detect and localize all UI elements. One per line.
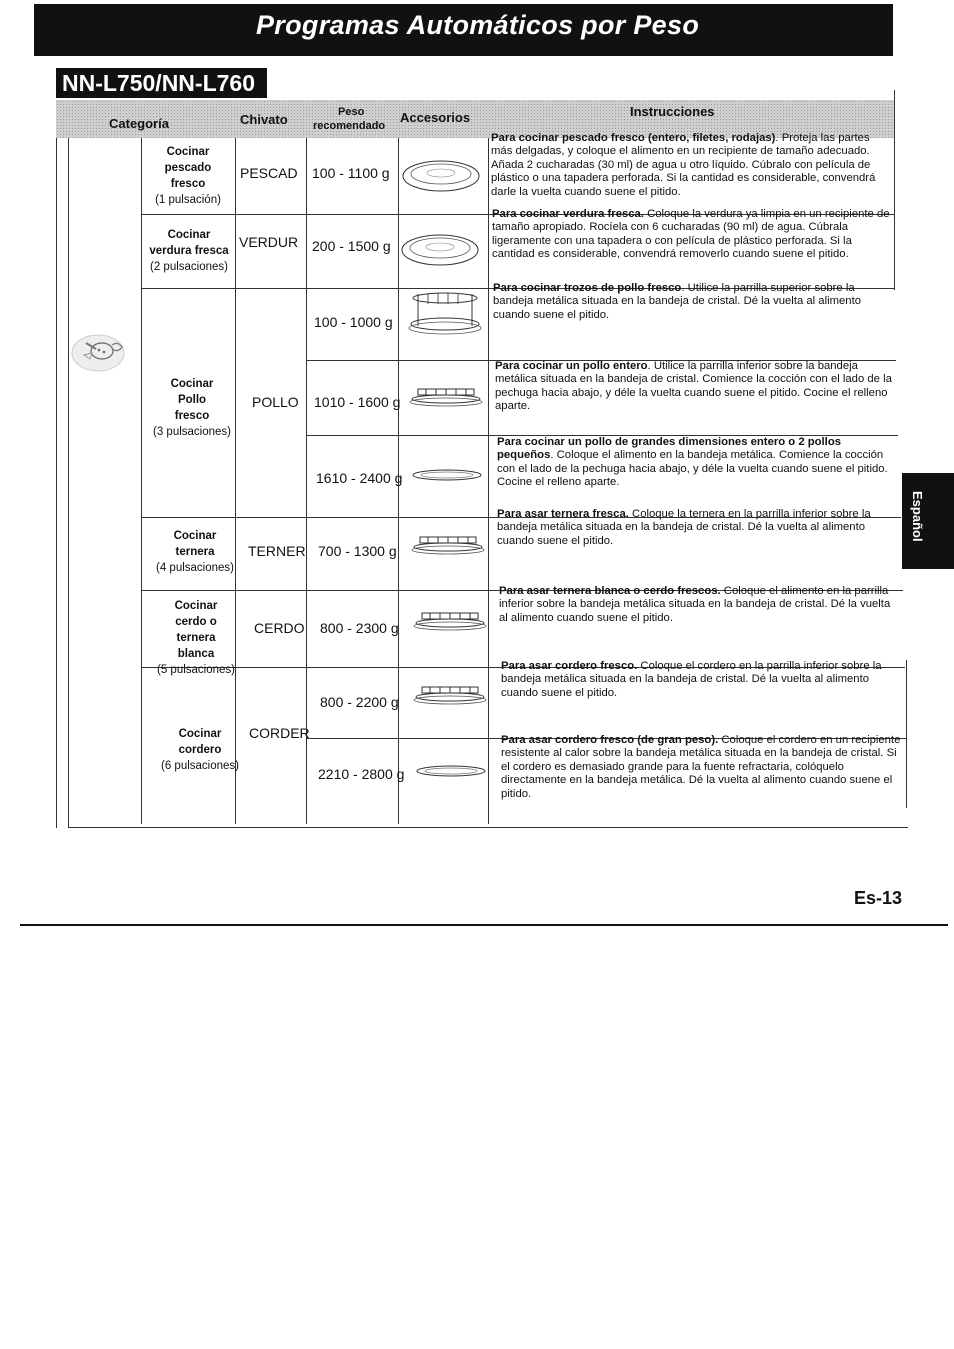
category-name: Cocinar Pollo fresco (170, 378, 214, 422)
header-peso: Peso (338, 106, 365, 118)
page-title: Programas Automáticos por Peso (256, 10, 700, 40)
chivato-cerdo: CERDO (254, 620, 305, 636)
category-name: Cocinar ternera (173, 530, 217, 558)
instruction-title: Para asar ternera fresca. (497, 508, 629, 520)
weight-row-9: 2210 - 2800 g (318, 766, 405, 782)
weight-row-2: 200 - 1500 g (312, 238, 391, 254)
weight-row-3: 100 - 1000 g (314, 314, 393, 330)
instruction-title: Para asar ternera blanca o cerdo frescos. (499, 585, 721, 597)
instruction-text: . Coloque el alimento en la bandeja metálica. Comience la cocción con el lado de la pechuga hacia abajo, y déle la vuelta cuando suene el pitido. Cocine el relleno aparte. (497, 449, 888, 489)
low-rack-icon (408, 386, 484, 413)
instruction-title: Para cocinar un pollo de grandes dimensiones entero o 2 pollos pequeños (497, 436, 842, 462)
weight-row-8: 800 - 2200 g (320, 694, 399, 710)
instruction-row-7 (499, 585, 899, 625)
category-press: (6 pulsaciones) (161, 760, 239, 772)
category-name: Cocinar cerdo o ternera blanca (174, 600, 218, 660)
category-press: (2 pulsaciones) (150, 261, 228, 273)
category-name: Cocinar cordero (178, 728, 222, 756)
instruction-title: Para cocinar trozos de pollo fresco (493, 282, 682, 294)
instruction-text: Coloque la ternera en la parrilla inferior sobre la bandeja metálica situada en la bandeja de cristal. Dé la vuelta al alimento cuando suene el pitido. (497, 508, 871, 547)
instruction-text: . Utilice la parrilla inferior sobre la bandeja metálica situada en la bandeja de cristal. Comience la cocción con el lado de la pechuga hacia abajo, y déle la vuelta cuando suene el pitido. Cocine el relleno aparte. (495, 360, 892, 413)
category-verdura (142, 227, 236, 275)
low-rack-icon (412, 610, 488, 637)
category-name: Cocinar verdura fresca (149, 229, 229, 257)
instruction-title: Para cocinar un pollo entero (495, 360, 648, 372)
category-cordero (152, 726, 248, 774)
instruction-title: Para asar cordero fresco. (501, 660, 638, 672)
header-categoria: Categoría (109, 116, 169, 131)
category-press: (5 pulsaciones) (157, 664, 235, 676)
chivato-pescad: PESCAD (240, 165, 298, 181)
instruction-text: Coloque el cordero en un recipiente resistente al calor sobre la bandeja metálica situada en la bandeja de cristal. Si el cordero es demasiado grande para la fuente refractaria, colóquelo directamente en la bandeja metálica. Dé la vuelta al alimento cuando suene el pitido. (501, 734, 901, 800)
instruction-text: Coloque el cordero en la parrilla inferior sobre la bandeja metálica situada en la bandeja de cristal. Dé la vuelta al alimento cuando suene el pitido. (501, 660, 882, 699)
low-rack-icon (410, 534, 486, 561)
instruction-row-8 (501, 660, 901, 700)
category-pescado (142, 144, 234, 208)
instruction-row-6 (497, 508, 897, 548)
category-ternera (148, 528, 242, 576)
model-label: NN-L750/NN-L760 (56, 68, 267, 98)
instruction-text: Coloque el alimento en la parrilla inferior sobre la bandeja metálica situada en la bandeja de cristal. Dé la vuelta al alimento cuando suene el pitido. (499, 585, 891, 624)
instruction-row-1 (491, 132, 889, 199)
instruction-row-2 (492, 208, 890, 262)
weight-row-4: 1010 - 1600 g (314, 394, 401, 410)
instruction-title: Para asar cordero fresco (de gran peso). (501, 734, 719, 746)
instruction-row-5 (497, 436, 895, 490)
chivato-corder: CORDER (249, 725, 310, 741)
low-rack-icon (412, 684, 488, 711)
instruction-row-4 (495, 360, 893, 414)
header-accesorios: Accesorios (400, 110, 471, 125)
weight-row-1: 100 - 1100 g (312, 165, 390, 181)
high-rack-icon (406, 290, 484, 341)
metal-tray-icon (410, 466, 484, 489)
footer-rule (20, 924, 948, 926)
instruction-text: . Utilice la parrilla superior sobre la bandeja metálica situada en la bandeja de cristal. Dé la vuelta al alimento cuando suene el pitido. (493, 282, 862, 321)
header-peso-sub: recomendado (313, 120, 386, 132)
header-instrucciones: Instrucciones (630, 104, 715, 119)
header-chivato: Chivato (240, 112, 288, 127)
instruction-title: Para cocinar verdura fresca. (492, 208, 644, 220)
weight-row-6: 700 - 1300 g (318, 543, 397, 559)
instruction-row-3 (493, 282, 891, 322)
page-number: Es-13 (854, 888, 903, 908)
metal-tray-icon (414, 762, 488, 785)
page-banner (34, 4, 893, 56)
chivato-pollo: POLLO (252, 394, 299, 410)
category-press: (3 pulsaciones) (153, 426, 231, 438)
glass-tray-icon (401, 156, 481, 199)
language-tab (902, 473, 954, 569)
instruction-title: Para cocinar pescado fresco (entero, filetes, rodajas) (491, 132, 776, 144)
weight-row-7: 800 - 2300 g (320, 620, 399, 636)
category-name: Cocinar pescado fresco (164, 146, 212, 190)
instruction-text: . Proteja las partes más delgadas, y coloque el alimento en un recipiente de tamaño adecuado. Añada 2 cucharadas (30 ml) de agua u otro líquido. Cúbralo con película de plástico o una tapadera perforada. Si la cantidad es considerable, convendrá darle la vuelta cuando suene el pitido. (491, 132, 876, 198)
glass-tray-icon (400, 230, 480, 273)
chivato-terner: TERNER (248, 543, 306, 559)
chivato-verdur: VERDUR (239, 234, 299, 250)
weight-row-5: 1610 - 2400 g (316, 470, 403, 486)
category-pollo (142, 376, 242, 440)
food-icon (66, 325, 136, 375)
instruction-text: Coloque la verdura ya limpia en un recipiente de tamaño apropiado. Rocíela con 6 cucharadas (90 ml) de agua. Cúbrala ligeramente con una tapadera o con película de plástico perforada. Si la cantidad es considerable, convendrá removerlo cuando suene el pitido. (492, 208, 890, 261)
category-press: (1 pulsación) (155, 194, 221, 206)
category-press: (4 pulsaciones) (156, 562, 234, 574)
category-cerdo (148, 598, 244, 678)
instruction-row-9 (501, 734, 901, 801)
language-tab-label: Español (910, 491, 925, 542)
